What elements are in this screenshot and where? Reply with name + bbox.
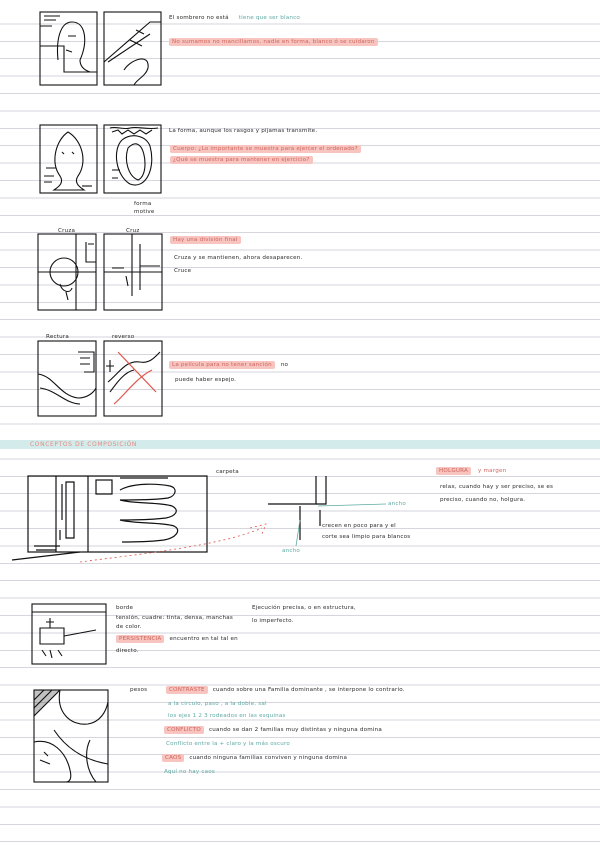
s1-line1: El sombrero no está tiene que ser blanco [169, 15, 300, 21]
sketch-5-book [12, 476, 207, 560]
sketch-3-left [38, 234, 96, 310]
s4-label-right: reverso [112, 334, 135, 340]
s5-holgura: HOLGURA y margen [436, 467, 506, 475]
s6-tension: PERSISTENCIA encuentro en tal tal en [116, 635, 238, 643]
sketch-5-corner [268, 476, 326, 540]
s7-caos: CAOS cuando ninguna familias conviven y ninguna domina [162, 754, 347, 762]
s5-holgura-3: preciso, cuando no, holgura. [440, 497, 526, 503]
s7-teal-2: los ejes 1 2 3 rodeados en las esquinas [168, 713, 286, 719]
s5-label-top: carpeta [216, 469, 239, 475]
s7-contraste: CONTRASTE cuando sobre una Familia dominante , se interpone lo contrario. [166, 686, 405, 694]
s7-teal-3: Conflicto entre la + claro y la más oscuro [166, 741, 291, 747]
section-band-title: CONCEPTOS DE COMPOSICIÓN [30, 441, 137, 448]
s6-right-1: Ejecución precisa, o en estructura, [252, 605, 356, 611]
s2-sketch-caption: forma motive [134, 201, 155, 215]
s3-highlight: Hay una división final [170, 236, 241, 244]
s7-label: pesos [130, 687, 148, 693]
s3-label-right: Cruz [126, 228, 140, 234]
s4-line1: La película para no tener sanción no [169, 361, 288, 369]
sketch-4-red-strokes [114, 352, 156, 404]
sketch-5-dashes [80, 524, 266, 562]
s3-label-left: Cruza [58, 228, 76, 234]
s2-note1: Cuerpo: ¿Lo importante se muestra para ejercer el ordenado? [170, 145, 361, 153]
s1-highlight: No sumamos no mancillamos, nadie en forma, blanco ó se cuidaron [169, 38, 378, 46]
sketch-4-right [104, 341, 162, 416]
s2-line1: La forma, aunque los rasgos y pijamas transmite. [169, 128, 318, 134]
sketch-4-left [38, 341, 96, 416]
sketch-1-right [104, 12, 161, 85]
sketch-6 [32, 604, 106, 664]
s6-borde-2: tensión, cuadre: tinta, densa, manchas [116, 615, 233, 621]
s7-teal-4: Aquí no hay caos [164, 769, 216, 775]
sketch-7 [34, 690, 108, 782]
sketch-2-right [104, 125, 161, 193]
sketch-1-left [40, 12, 97, 85]
s3-line2: Cruce [174, 268, 192, 274]
s5-label-ancho2: ancho [282, 548, 301, 554]
s5-crecen-2: corte sea limpio para blancos [322, 534, 411, 540]
s6-right-2: lo imperfecto. [252, 618, 294, 624]
s7-teal-1: a la circulo, paso , a la doble, sal [168, 701, 267, 707]
s5-holgura-2: relax, cuando hay y ser preciso, se es [440, 484, 554, 490]
s7-conflicto: CONFLICTO cuando se dan 2 familias muy distintas y ninguna domina [164, 726, 382, 734]
s4-label-left: Rectura [46, 334, 70, 340]
s4-line2: puede haber espejo. [175, 377, 237, 383]
sketch-3-right [104, 234, 162, 310]
s6-tension-3: directo. [116, 648, 139, 654]
s6-borde-3: de color. [116, 624, 142, 630]
s2-note2: ¿Qué se muestra para mantener en ejercicio? [170, 156, 313, 164]
sketch-2-left [40, 125, 97, 193]
s5-crecen-1: crecen en poco para y el [322, 523, 396, 529]
s5-label-ancho1: ancho [388, 501, 407, 507]
s3-line1: Cruza y se mantienen, ahora desaparecen. [174, 255, 303, 261]
s6-label-borde: borde [116, 605, 134, 611]
